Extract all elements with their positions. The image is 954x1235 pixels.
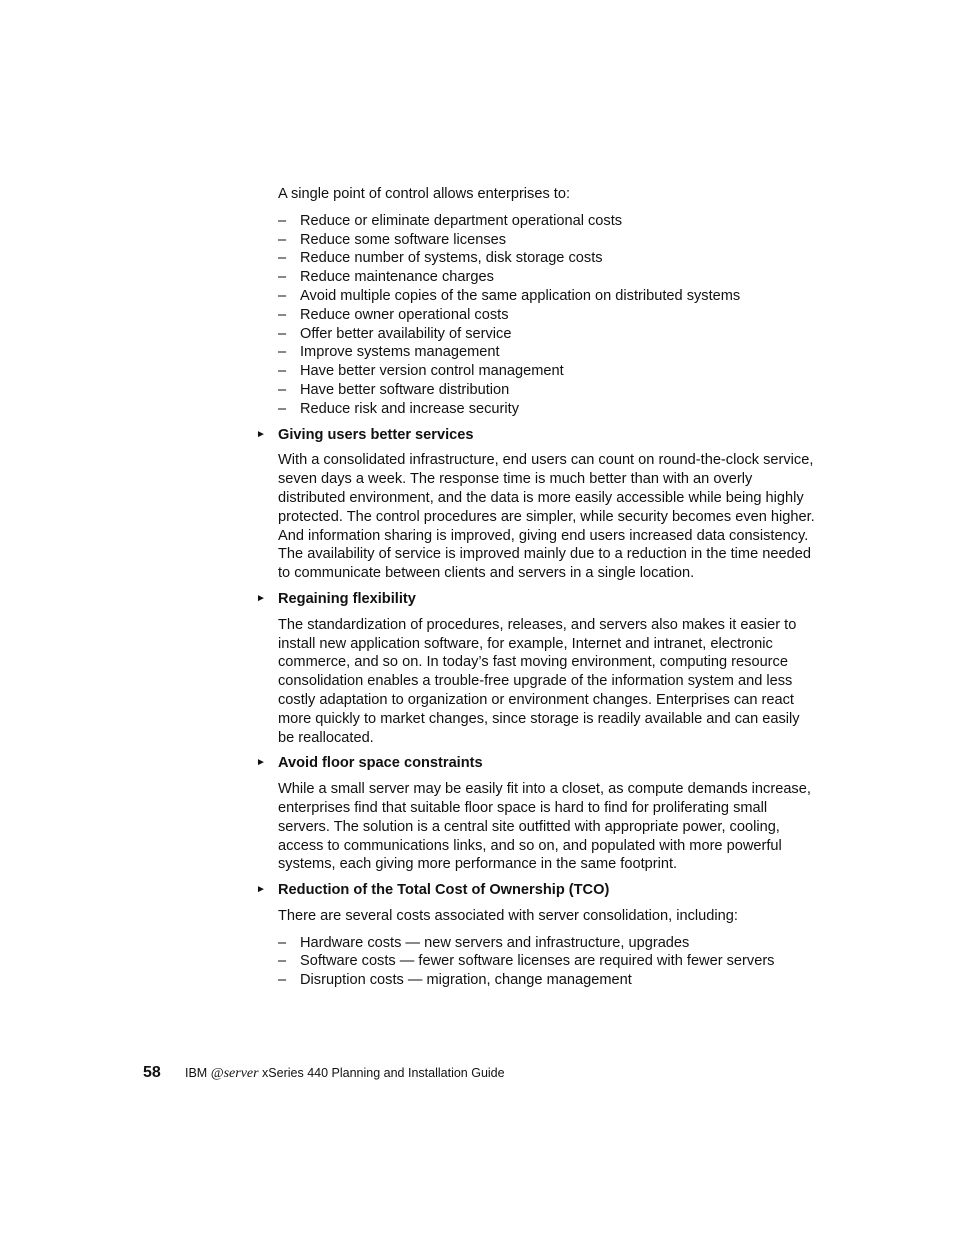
section-heading: ► Reduction of the Total Cost of Ownership (TCO) [256,882,610,899]
dash-marker: – [278,325,287,342]
book-title: IBM @server xSeries 440 Planning and Installation Guide [185,1066,505,1081]
list-item: – Hardware costs — new servers and infrastructure, upgrades [278,934,690,951]
right-triangle-bullet-icon: ► [256,428,266,440]
eserver-brand: @server [210,1066,259,1081]
dash-marker: – [278,972,287,989]
section-paragraph: While a small server may be easily fit into a closet, as compute demands increase, enterprises find that suitable floor space is hard to find for proliferating small servers. The solution is a central site outfitted with appropriate power, cooling, access to communications links, and so on, and populated with more powerful systems, each giving more performance in the same footprint. [278,781,811,873]
list-item: – Avoid multiple copies of the same application on distributed systems [278,287,741,304]
list-item: – Reduce or eliminate department operational costs [278,212,623,229]
section-floor-space [256,754,818,874]
section-paragraph: The standardization of procedures, releases, and servers also makes it easier to install new application software, for example, Internet and intranet, electronic commerce, and so on. In today’s fast moving environment, computing resource consolidation enables a trouble-free upgrade of the information system and less costly adaptation to organization or environment changes. Enterprises can react more quickly to market changes, since storage is readily available and can easily be reallocated. [278,616,800,746]
control-benefits-list [278,212,818,419]
intro-paragraph: A single point of control allows enterprises to: [278,186,571,202]
dash-marker: – [278,212,287,229]
dash-marker: – [278,400,287,417]
dash-marker: – [278,269,287,286]
dash-marker: – [278,306,287,323]
section-paragraph: With a consolidated infrastructure, end users can count on round-the-clock service, seven days a week. The response time is much better than with an overly distributed environment, and the data is more easily accessible while being highly protected. The control procedures are simpler, while security becomes even higher. And information sharing is improved, giving end users increased data consistency. The availability of service is improved mainly due to a reduction in the time needed to communicate between clients and servers in a single location. [278,452,815,582]
list-item: – Improve systems management [278,344,500,361]
dash-marker: – [278,231,287,248]
list-item: – Reduce some software licenses [278,231,507,248]
page-footer [143,1064,505,1086]
list-item: – Offer better availability of service [278,325,512,342]
dash-marker: – [278,363,287,380]
dash-marker: – [278,250,287,267]
tco-costs-list [278,934,818,990]
section-heading: ► Giving users better services [256,426,474,443]
list-item: – Reduce number of systems, disk storage costs [278,250,603,267]
list-item: – Reduce maintenance charges [278,269,494,286]
right-triangle-bullet-icon: ► [256,757,266,769]
right-triangle-bullet-icon: ► [256,592,266,604]
dash-marker: – [278,287,287,304]
page-number: 58 [143,1064,161,1081]
dash-marker: – [278,344,287,361]
list-item: – Disruption costs — migration, change management [278,972,632,989]
section-tco [256,881,818,990]
list-item: – Software costs — fewer software licenses are required with fewer servers [278,953,775,970]
list-item: – Have better software distribution [278,381,510,398]
right-triangle-bullet-icon: ► [256,884,266,896]
list-item: – Reduce owner operational costs [278,306,509,323]
dash-marker: – [278,934,287,951]
section-heading: ► Regaining flexibility [256,590,416,607]
list-item: – Reduce risk and increase security [278,400,520,417]
section-users-services [256,426,818,583]
dash-marker: – [278,953,287,970]
dash-marker: – [278,381,287,398]
page-content [256,185,818,990]
section-heading: ► Avoid floor space constraints [256,755,483,772]
section-paragraph: There are several costs associated with server consolidation, including: [278,907,738,924]
list-item: – Have better version control management [278,363,564,380]
section-regaining-flexibility [256,590,818,747]
